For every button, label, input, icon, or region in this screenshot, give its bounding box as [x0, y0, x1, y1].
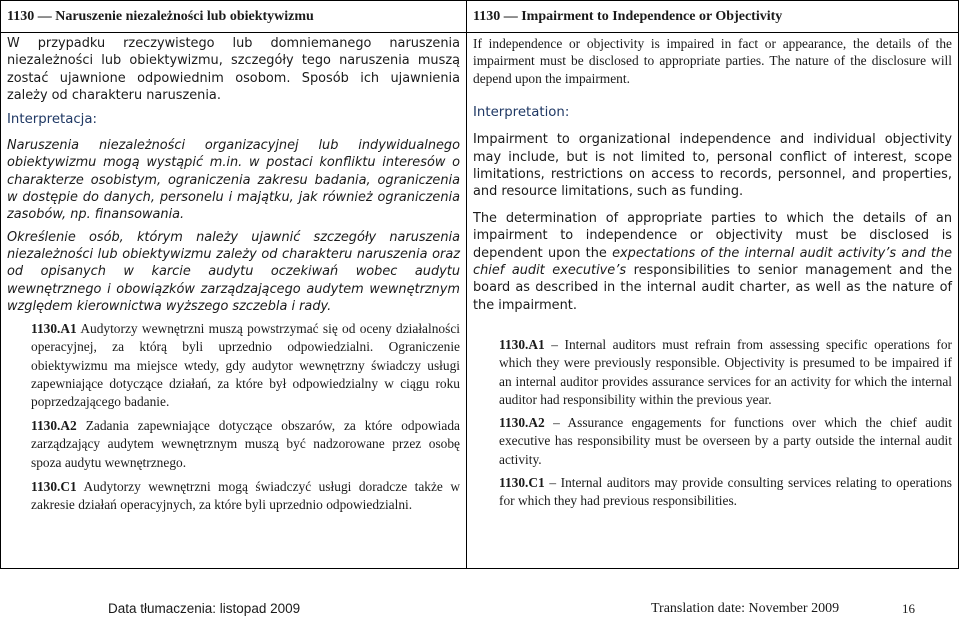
- english-intro: If independence or objectivity is impaired in fact or appearance, the details of the impairment must be disclosed to appropriate parties. The nature of the disclosure will depend upon the impairment.: [473, 36, 952, 86]
- english-standards: [473, 336, 952, 510]
- page-number: 16: [902, 601, 915, 616]
- english-standard-c1: [499, 474, 952, 510]
- english-interpretation-label: Interpretation:: [473, 105, 570, 121]
- english-interpretation-2: [473, 210, 952, 314]
- polish-interpretation-label: Interpretacja:: [7, 112, 98, 128]
- english-interpretation-2b: expectations of the internal audit activity’s and the chief audit executive’s: [473, 245, 952, 279]
- polish-a2-code: 1130.A2: [31, 418, 77, 434]
- polish-c1-text: Audytorzy wewnętrzni mogą świadczyć usługi doradcze także w zakresie działań operacyjnych, za które byli uprzednio odpowiedzialni.: [31, 478, 460, 512]
- polish-column: [1, 1, 466, 568]
- english-interpretation-2a: The determination of appropriate parties to which the details of an impairment to independence or objectivity must be disclosed is dependent upon the: [473, 210, 952, 261]
- english-translation-date: Translation date: November 2009: [651, 601, 840, 616]
- polish-interpretation-1: Naruszenia niezależności organizacyjnej lub indywidualnego obiektywizmu mogą wystąpić m.in. w postaci konfliktu interesów o charakterze osobistym, ograniczenia zakresu badania, ograniczenia w dostępie do danych, personelu i majątku, jak również ograniczenia zasobów, np. finansowania.: [7, 138, 460, 223]
- polish-standard-c1: [31, 478, 460, 514]
- english-interpretation-2c: responsibilities to senior management and the board as described in the internal audit charter, as well as the nature of the impairment.: [473, 263, 952, 313]
- polish-intro: W przypadku rzeczywistego lub domniemanego naruszenia niezależności lub obiektywizmu, szczegóły tego naruszenia muszą zostać ujawnione odpowiednim osobom. Sposób ich ujawnienia zależy od charakteru naruszenia.: [7, 36, 460, 103]
- english-c1-code: 1130.C1: [499, 474, 545, 490]
- english-c1-text: – Internal auditors may provide consulting services relating to operations for which they had previous responsibilities.: [499, 474, 952, 508]
- polish-standards: [7, 320, 460, 514]
- polish-a1-text: Audytorzy wewnętrzni muszą powstrzymać się od oceny działalności operacyjnej, za którą byli uprzednio odpowiedzialni. Ograniczenie obiektywizmu ma miejsce wtedy, gdy audytor wewnętrzny świadczy usługi zapewniające dotyczące działań, za które był odpowiedzialny w ciągu roku poprzedzającego badanie.: [31, 321, 460, 409]
- polish-translation-date: Data tłumaczenia: listopad 2009: [108, 601, 301, 616]
- polish-interpretation-2: Określenie osób, którym należy ujawnić szczegóły naruszenia niezależności lub obiektywizmu zależy od charakteru naruszenia oraz od opisanych w karcie audytu oczekiwań wobec audytu wewnętrznego i obowiązków zarządzającego audytem wewnętrznym względem kierownictwa wyższego szczebla i rady.: [7, 229, 460, 314]
- english-standard-title: 1130 — Impairment to Independence or Objectivity: [473, 9, 783, 24]
- english-header-cell: [467, 1, 958, 33]
- polish-standard-a2: [31, 417, 460, 472]
- english-a2-code: 1130.A2: [499, 415, 545, 431]
- english-standard-a2: [499, 414, 952, 469]
- polish-a1-code: 1130.A1: [31, 321, 77, 337]
- polish-standard-title: 1130 — Naruszenie niezależności lub obiektywizmu: [7, 9, 314, 24]
- english-interpretation-1: Impairment to organizational independence and individual objectivity may include, but is not limited to, personal conflict of interest, scope limitations, restrictions on access to records, personnel, and properties, and resource limitations, such as funding.: [473, 132, 952, 200]
- polish-c1-code: 1130.C1: [31, 478, 77, 494]
- polish-standard-a1: [31, 320, 460, 411]
- polish-header-cell: [1, 1, 466, 33]
- english-a1-code: 1130.A1: [499, 337, 545, 353]
- english-column: [466, 1, 958, 568]
- polish-body: [7, 35, 460, 514]
- polish-a2-text: Zadania zapewniające dotyczące obszarów, za które odpowiada zarządzający audytem wewnętrznym muszą być nadzorowane przez osobę spoza audytu wewnętrznego.: [31, 418, 460, 470]
- english-body: [473, 35, 952, 510]
- english-a1-text: – Internal auditors must refrain from assessing specific operations for which they were previously responsible. Objectivity is presumed to be impaired if an internal auditor provides assurance services for an activity for which the internal auditor had responsibility within the previous year.: [499, 337, 952, 407]
- english-a2-text: – Assurance engagements for functions over which the chief audit executive has responsibility must be overseen by a party outside the internal audit activity.: [499, 415, 952, 467]
- english-standard-a1: [499, 336, 952, 409]
